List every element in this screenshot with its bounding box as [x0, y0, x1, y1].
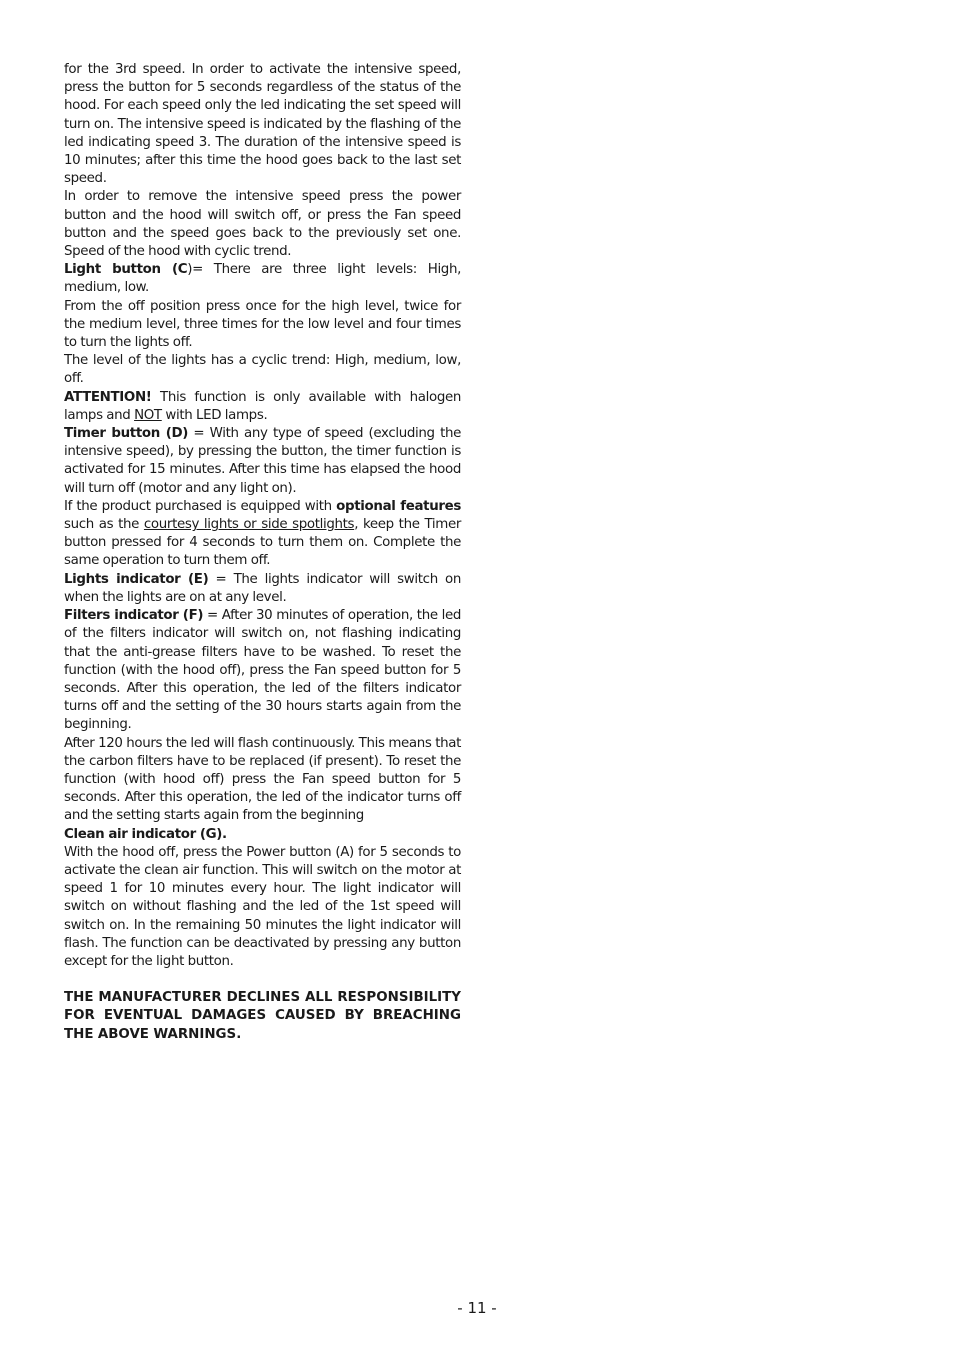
optional-text-c: , keep the Timer button pressed for 4 seconds to turn them on. Complete the same operation to turn them off.	[64, 517, 461, 569]
paragraph-clean-air: With the hood off, press the Power button (A) for 5 seconds to activate the clean air function. This will switch on the motor at speed 1 for 10 minutes every hour. The light indicator will switch on without flashing and the led of the 1st speed will switch on. In the remaining 50 minutes the light indicator will flash. The function can be deactivated by pressing any button except for the light button.	[64, 844, 461, 969]
light-button-text: )= There are three light levels: High, medium, low.	[64, 262, 462, 296]
optional-text-a: If the product purchased is equipped with	[64, 498, 337, 514]
spacer	[64, 971, 461, 989]
clean-air-label: Clean air indicator (G).	[64, 826, 227, 842]
attention-label: ATTENTION!	[64, 389, 152, 405]
timer-button-text: = With any type of speed (excluding the intensive speed), by pressing the button, the timer function is activated for 15 minutes. After this time has elapsed the hood will turn off (motor and any light on).	[64, 426, 461, 496]
paragraph-light-cycle: The level of the lights has a cyclic trend: High, medium, low, off.	[64, 353, 461, 387]
light-button-label: Light button (C	[64, 262, 188, 278]
attention-text-a: This function is only available with halogen lamps and	[64, 389, 461, 423]
paragraph-timer-button	[64, 425, 461, 498]
paragraph-attention	[64, 389, 461, 425]
page-number: - 11 -	[457, 1299, 497, 1317]
text-column	[64, 61, 461, 1044]
optional-text-b: such as the	[64, 517, 144, 533]
paragraph-carbon-filters: After 120 hours the led will flash continuously. This means that the carbon filters have to be replaced (if present). To reset the function (with hood off) press the Fan speed button for 5 seconds. After this operation, the led of the indicator turns off and the setting starts again from the beginning	[64, 735, 461, 824]
paragraph-light-button	[64, 261, 461, 297]
paragraph-filters-indicator	[64, 607, 461, 734]
manufacturer-warning: THE MANUFACTURER DECLINES ALL RESPONSIBILITY FOR EVENTUAL DAMAGES CAUSED BY BREACHING THE ABOVE WARNINGS.	[64, 990, 461, 1042]
lights-indicator-label: Lights indicator (E)	[64, 571, 209, 587]
filters-indicator-label: Filters indicator (F)	[64, 608, 204, 624]
timer-button-label: Timer button (D)	[64, 426, 189, 442]
paragraph-optional-features	[64, 498, 461, 571]
paragraph-remove-intensive: In order to remove the intensive speed press the power button and the hood will switch off, or press the Fan speed button and the speed goes back to the previously set one. Speed of the hood with cyclic trend.	[64, 189, 461, 260]
paragraph-lights-indicator	[64, 571, 461, 607]
lights-indicator-text: = The lights indicator will switch on when the lights are on at any level.	[64, 571, 461, 605]
filters-indicator-text: = After 30 minutes of operation, the led of the filters indicator will switch on, not flashing indicating that the anti-grease filters have to be washed. To reset the function (with the hood off), press the Fan speed button for 5 seconds. After this operation, the led of the filters indicator turns off and the setting of the 30 hours starts again from the beginning.	[64, 608, 462, 733]
paragraph-intensive-speed: for the 3rd speed. In order to activate the intensive speed, press the button for 5 seconds regardless of the status of the hood. For each speed only the led indicating the set speed will turn on. The intensive speed is indicated by the flashing of the led indicating speed 3. The duration of the intensive speed is 10 minutes; after this time the hood goes back to the last set speed.	[64, 62, 461, 187]
courtesy-lights-underlined: courtesy lights or side spotlights	[143, 517, 355, 533]
attention-text-b: with LED lamps.	[161, 407, 268, 423]
paragraph-light-levels: From the off position press once for the high level, twice for the medium level, three times for the low level and four times to turn the lights off.	[64, 298, 461, 351]
optional-features-bold: optional features	[336, 498, 461, 514]
paragraph-clean-air-heading	[64, 826, 461, 844]
attention-not: NOT	[134, 407, 162, 423]
